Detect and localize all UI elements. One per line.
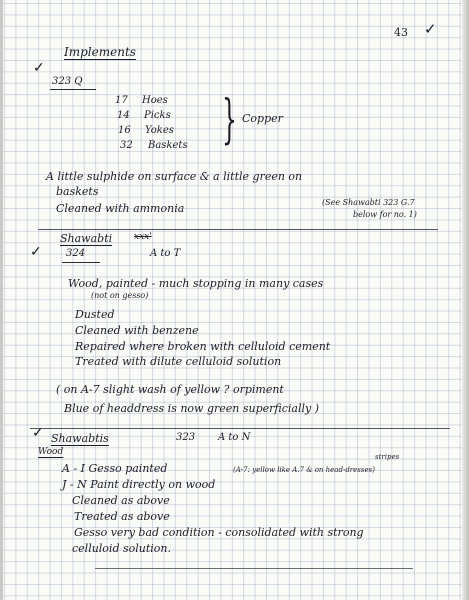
item-name: Yokes bbox=[145, 125, 174, 136]
item-number: 323 Q bbox=[52, 76, 83, 87]
section-title-implements: Implements bbox=[64, 45, 136, 59]
section-divider bbox=[38, 229, 438, 230]
note-line: ( on A-7 slight wash of yellow ? orpiment bbox=[56, 383, 284, 396]
check-mark-icon: ✓ bbox=[30, 244, 42, 260]
section-divider bbox=[30, 428, 450, 429]
text-line: baskets bbox=[56, 185, 99, 198]
text-line: celluloid solution. bbox=[72, 542, 171, 555]
text-line: Treated as above bbox=[74, 510, 170, 523]
text-line: Cleaned with ammonia bbox=[56, 202, 185, 215]
page-number: 43 bbox=[394, 26, 408, 39]
note-line: (See Shawabti 323 G.7 bbox=[322, 198, 415, 207]
item-qty: 14 bbox=[117, 110, 130, 121]
text-line: Wood, painted - much stopping in many cases bbox=[68, 277, 324, 290]
item-range: A to N bbox=[218, 432, 251, 443]
note-line: Blue of headdress is now green superficially ) bbox=[64, 402, 320, 415]
item-qty: 16 bbox=[118, 125, 131, 136]
text-line: Cleaned as above bbox=[72, 494, 170, 507]
item-qty: 17 bbox=[115, 95, 128, 106]
text-line: Cleaned with benzene bbox=[75, 324, 199, 337]
item-range: A to T bbox=[150, 248, 181, 259]
check-mark-icon: ✓ bbox=[32, 425, 44, 441]
text-line: Dusted bbox=[75, 308, 115, 321]
item-number-underline bbox=[50, 89, 96, 90]
text-line: Treated with dilute celluloid solution bbox=[75, 355, 282, 368]
section-title-shawabti: Shawabti bbox=[60, 232, 113, 245]
page-left-edge bbox=[0, 0, 3, 600]
section-title-shawabtis: Shawabtis bbox=[51, 432, 109, 445]
brace-icon: } bbox=[222, 90, 237, 150]
note-line: (A-7: yellow like A.7 & on head-dresses) bbox=[233, 466, 375, 474]
note-line: below for no. 1) bbox=[353, 210, 417, 219]
check-mark-icon: ✓ bbox=[424, 20, 437, 38]
item-name: Picks bbox=[144, 110, 171, 121]
text-line: Repaired where broken with celluloid cement bbox=[75, 340, 331, 353]
material-label: Wood bbox=[38, 447, 64, 457]
text-line: J - N Paint directly on wood bbox=[62, 478, 216, 491]
item-number: 323 bbox=[176, 432, 196, 443]
page-right-edge bbox=[462, 0, 469, 600]
text-line: A - I Gesso painted bbox=[62, 462, 168, 475]
overwrite-text: stripes bbox=[375, 453, 400, 461]
item-name: Hoes bbox=[142, 95, 168, 106]
material-label: Copper bbox=[242, 112, 283, 125]
item-number-underline bbox=[62, 262, 100, 263]
text-line: (not on gesso) bbox=[91, 291, 149, 300]
check-mark-icon: ✓ bbox=[33, 60, 45, 76]
item-qty: 32 bbox=[120, 140, 133, 151]
text-line: A little sulphide on surface & a little green on bbox=[46, 170, 303, 183]
text-line: Gesso very bad condition - consolidated with strong bbox=[74, 526, 364, 539]
item-number: 324 bbox=[66, 248, 86, 259]
section-divider bbox=[95, 568, 413, 569]
item-name: Baskets bbox=[148, 140, 188, 151]
struck-word: xxx' bbox=[134, 232, 152, 242]
